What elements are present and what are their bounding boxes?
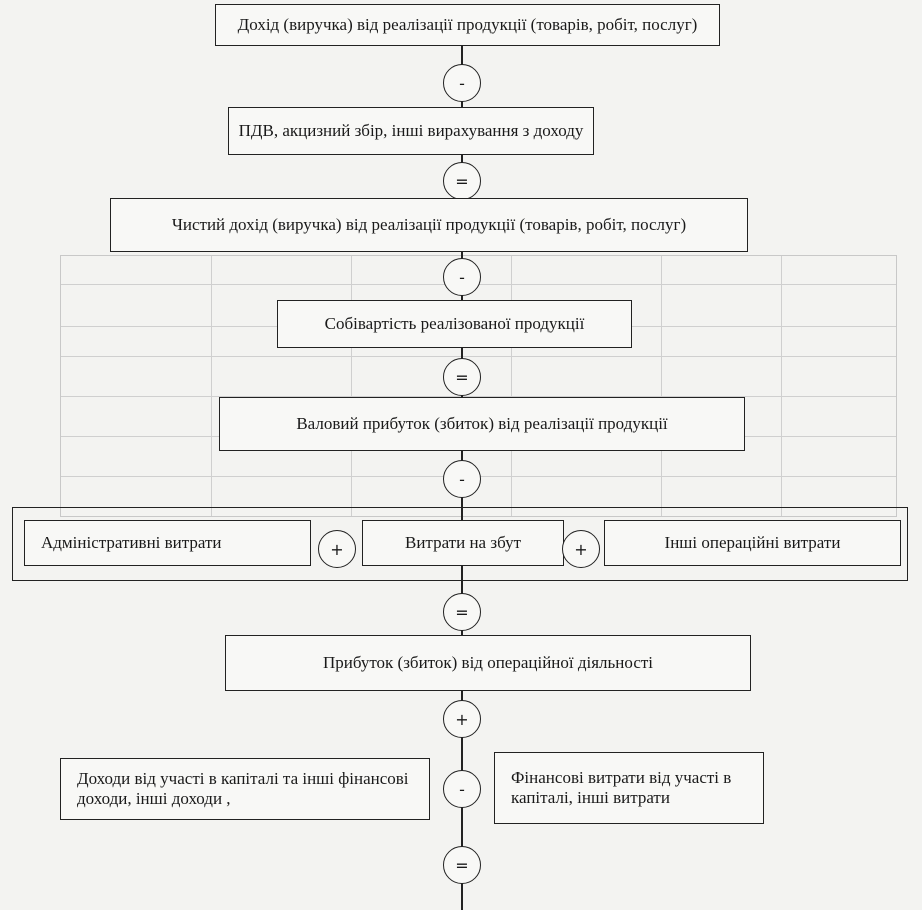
box-operating-profit: Прибуток (збиток) від операційної діяльності [225,635,751,691]
plus-operator: + [562,530,600,568]
box-vat: ПДВ, акцизний збір, інші вирахування з доходу [228,107,594,155]
minus-operator: - [443,460,481,498]
box-other-operating-expenses: Інші операційні витрати [604,520,901,566]
equals-operator: = [443,162,481,200]
minus-operator: - [443,258,481,296]
equals-operator: = [443,593,481,631]
equals-operator: = [443,358,481,396]
box-net-revenue: Чистий дохід (виручка) від реалізації продукції (товарів, робіт, послуг) [110,198,748,252]
box-revenue: Дохід (виручка) від реалізації продукції (товарів, робіт, послуг) [215,4,720,46]
box-financial-costs: Фінансові витрати від участі в капіталі, інші витрати [494,752,764,824]
box-admin-expenses: Адміністративні витрати [24,520,311,566]
equals-operator: = [443,846,481,884]
box-sales-expenses: Витрати на збут [362,520,564,566]
plus-operator: + [443,700,481,738]
box-financial-income: Доходи від участі в капіталі та інші фінансові доходи, інші доходи , [60,758,430,820]
box-cost: Собівартість реалізованої продукції [277,300,632,348]
minus-operator: - [443,64,481,102]
minus-operator: - [443,770,481,808]
box-gross-profit: Валовий прибуток (збиток) від реалізації продукції [219,397,745,451]
plus-operator: + [318,530,356,568]
